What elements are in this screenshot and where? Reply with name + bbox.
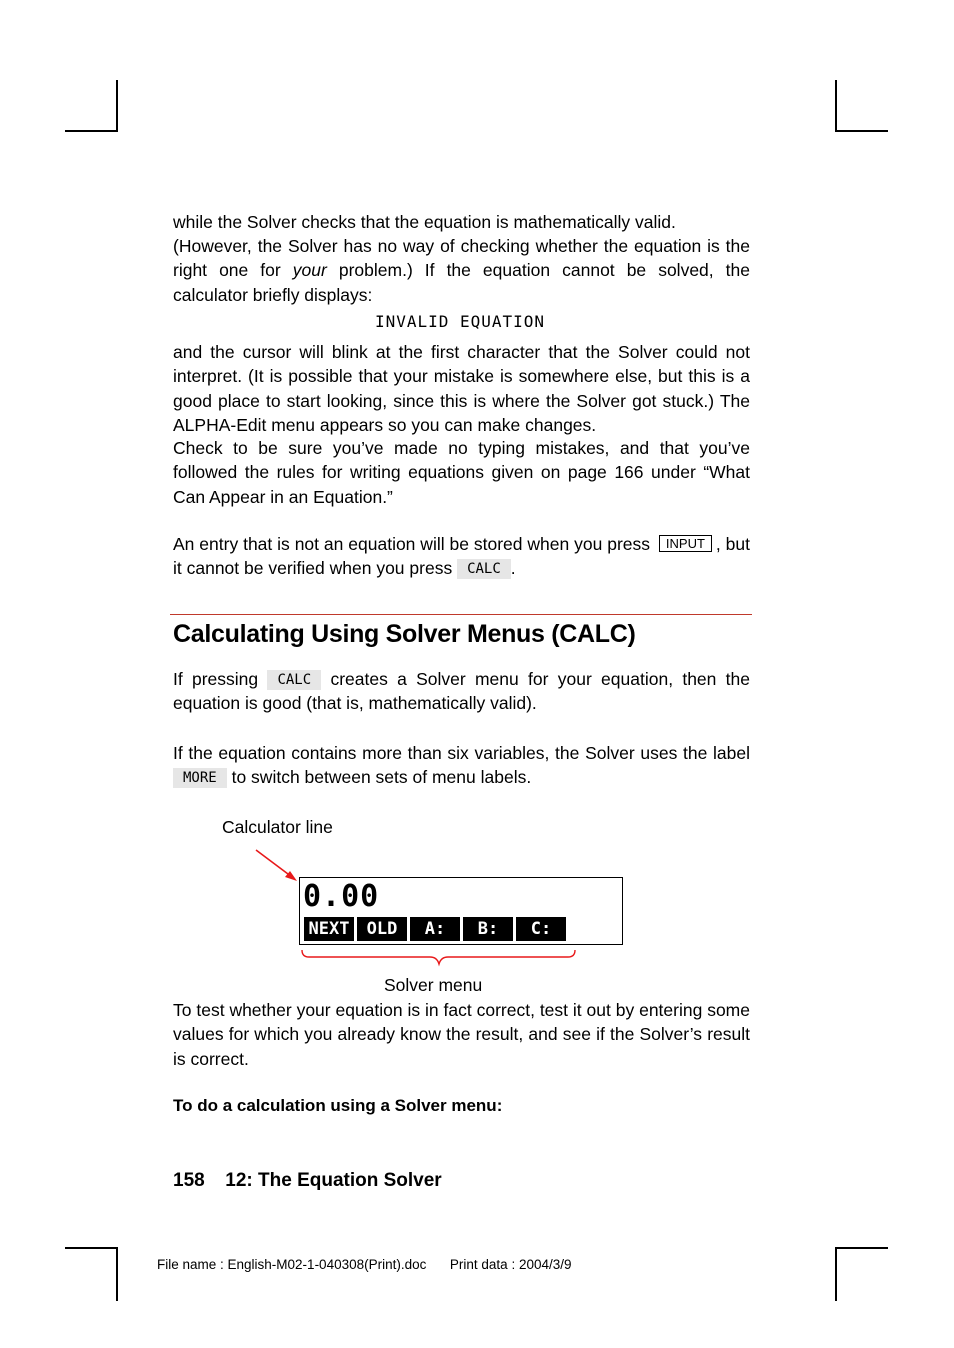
file-info <box>157 1257 572 1272</box>
solver-menu-brace <box>300 948 578 968</box>
crop-mark-bottom-left-vertical <box>116 1247 118 1301</box>
paragraph-2-emphasis: your <box>292 260 327 281</box>
menu-key-next[interactable]: NEXT <box>304 917 354 941</box>
paragraph-2-text-a: (However, the Solver has no way of checking whether the equation is the right one for <box>173 236 750 281</box>
calculator-line-label: Calculator line <box>222 817 333 837</box>
crop-mark-top-right-horizontal <box>835 130 888 132</box>
menu-key-old[interactable]: OLD <box>357 917 407 941</box>
crop-mark-bottom-right-horizontal <box>835 1247 888 1249</box>
calculator-display <box>299 877 623 945</box>
paragraph-7-text-a: If the equation contains more than six variables, the Solver uses the label <box>173 743 750 763</box>
paragraph-1-text: while the Solver checks that the equation is mathematically valid. <box>173 212 676 232</box>
paragraph-1 <box>173 210 750 234</box>
paragraph-4: Check to be sure you’ve made no typing mistakes, and that you’ve followed the rules for writing equations given on page 166 under “What Can Appear in an Equation.” <box>173 438 750 507</box>
crop-mark-bottom-right-vertical <box>835 1247 837 1301</box>
paragraph-6-text-b: creates a Solver menu for your equation, then the equation is good (that is, mathematically valid). <box>173 669 750 714</box>
menu-key-a[interactable]: A: <box>410 917 460 941</box>
calc-softkey: CALC <box>457 559 511 579</box>
print-date-label: Print data : 2004/3/9 <box>449 1257 572 1272</box>
crop-mark-top-right-vertical <box>835 80 837 132</box>
input-key: INPUT <box>659 535 712 552</box>
callout-arrow <box>250 845 302 885</box>
page-number: 158 <box>173 1170 205 1191</box>
solver-menu-label: Solver menu <box>384 975 483 995</box>
crop-mark-top-left-horizontal <box>65 130 118 132</box>
paragraph-6 <box>173 667 750 716</box>
paragraph-3: and the cursor will blink at the first character that the Solver could not interpret. (It is possible that your mistake is somewhere else, but this is a good place to start looking, since this is where the Solver got stuck.) The ALPHA-Edit menu appears so you can make changes. <box>173 342 750 435</box>
paragraph-5-text-a: An entry that is not an equation will be stored when you press <box>173 534 651 554</box>
crop-mark-top-left-vertical <box>116 80 118 132</box>
section-heading: Calculating Using Solver Menus (CALC) <box>173 620 636 648</box>
more-softkey: MORE <box>173 768 227 788</box>
menu-key-c[interactable]: C: <box>516 917 566 941</box>
calc-softkey-2: CALC <box>267 670 321 690</box>
invalid-equation-text: INVALID EQUATION <box>374 312 546 331</box>
menu-key-b[interactable]: B: <box>463 917 513 941</box>
page-footer <box>173 1170 442 1192</box>
paragraph-2 <box>173 234 750 307</box>
paragraph-7 <box>173 741 750 790</box>
section-divider <box>170 614 752 615</box>
solver-menu-bar <box>304 917 566 941</box>
paragraph-5-end: . <box>510 558 516 579</box>
paragraph-8: To test whether your equation is in fact correct, test it out by entering some values for which you already know the result, and see if the Solver’s result is correct. <box>173 1000 750 1069</box>
paragraph-7-text-b: to switch between sets of menu labels. <box>231 767 532 788</box>
chapter-title: 12: The Equation Solver <box>225 1170 442 1191</box>
display-value: 0.00 <box>303 879 380 914</box>
invalid-equation-message <box>0 312 920 332</box>
paragraph-5 <box>173 532 750 581</box>
file-name-label: File name : English-M02-1-040308(Print).doc <box>157 1257 427 1272</box>
procedure-heading: To do a calculation using a Solver menu: <box>173 1096 503 1115</box>
crop-mark-bottom-left-horizontal <box>65 1247 118 1249</box>
paragraph-5-text-b: , but it cannot be verified when you press <box>173 534 750 579</box>
paragraph-2-text-b: problem.) If the equation cannot be solved, the calculator briefly displays: <box>173 260 751 305</box>
paragraph-6-text-a: If pressing <box>173 669 259 689</box>
